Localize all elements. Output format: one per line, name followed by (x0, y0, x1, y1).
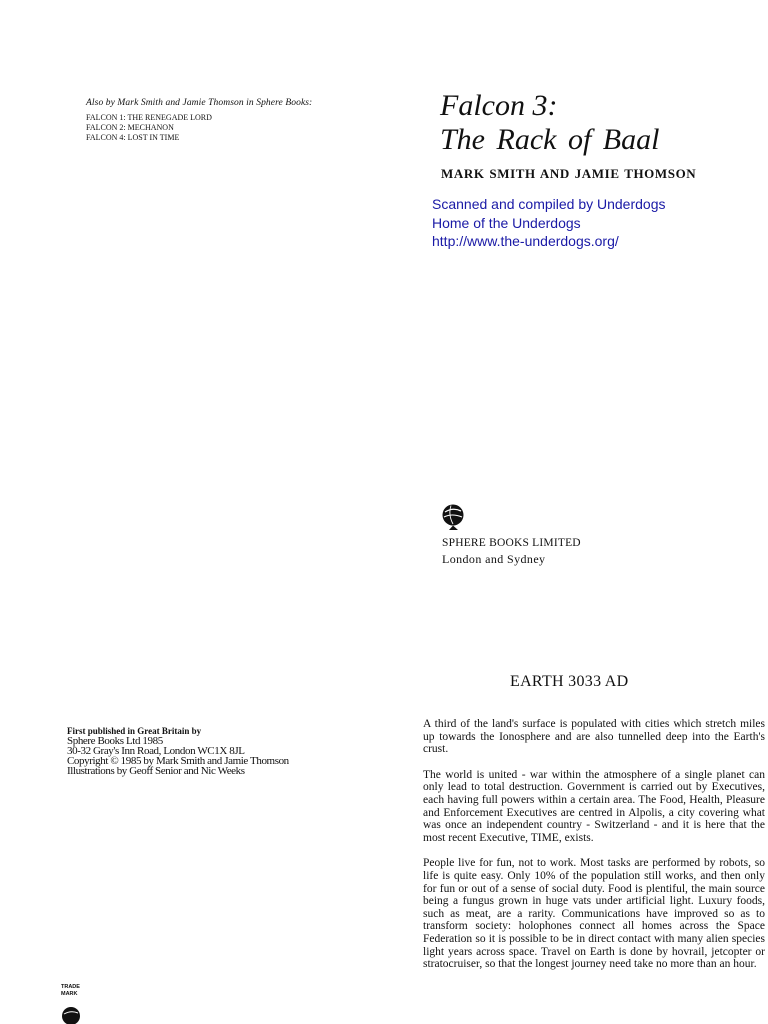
globe-icon (441, 503, 467, 531)
trade-mark-label (61, 984, 80, 998)
paragraph: A third of the land's surface is populated with cities which stretch miles up towards the Ionosphere and are also tunnelled deep into the Earth's crust. (423, 718, 765, 756)
body-text (423, 718, 765, 984)
also-by-heading: Also by Mark Smith and Jamie Thomson in Sphere Books: (86, 98, 313, 108)
publisher-name: SPHERE BOOKS LIMITED (442, 537, 581, 549)
also-by-list (86, 113, 346, 143)
list-item: FALCON 1: THE RENEGADE LORD (86, 113, 212, 122)
trade-mark-line: MARK (61, 991, 78, 997)
paragraph: People live for fun, not to work. Most tasks are performed by robots, so life is quite easy. Only 10% of the population still works, and then only for fun or out of a sense of social duty. Food is plentiful, the main source being a fungus grown in huge vats under artificial light. Luxury foods, such as meat, are a rarity. Communications have improved so as to transform society: holophones connect all homes across the Space Federation so it is possible to be in direct contact with many alien species light years across space. Travel on Earth is done by hovrail, jetcopter or stratocruiser, so that the longest journey need take no more than an hour. (423, 857, 765, 971)
book-title: The Rack of Baal (440, 123, 660, 156)
scan-credit-line: Scanned and compiled by Underdogs (432, 196, 666, 212)
scan-credit-line: Home of the Underdogs (432, 214, 581, 231)
paragraph: The world is united - war within the atmosphere of a single planet can only lead to total destruction. Government is carried out by Executives, each having full powers within a certain area. The Food, Health, Pleasure and Enforcement Executives are centred in Alpolis, a city covering what was once an independent country - Switzerland - and it is here that the most recent Executive, TIME, exists. (423, 768, 765, 844)
copyright-line: Copyright © 1985 by Mark Smith and Jamie Thomson (67, 755, 289, 767)
first-published-line: First published in Great Britain by (67, 726, 202, 736)
underdogs-link[interactable]: http://www.the-underdogs.org/ (432, 233, 619, 249)
imprint-line: Illustrations by Geoff Senior and Nic Weeks (67, 765, 245, 777)
list-item: FALCON 4: LOST IN TIME (86, 133, 180, 142)
trade-mark-line: TRADE (61, 984, 80, 990)
imprint-line: Sphere Books Ltd 1985 (67, 735, 163, 747)
imprint-line: 30-32 Gray's Inn Road, London WC1X 8JL (67, 745, 245, 757)
authors: MARK SMITH AND JAMIE THOMSON (441, 166, 697, 181)
publisher-cities: London and Sydney (442, 552, 546, 566)
scan-credit (432, 195, 666, 251)
imprint-block (67, 726, 327, 776)
list-item: FALCON 2: MECHANON (86, 123, 174, 132)
section-heading: EARTH 3033 AD (510, 673, 629, 690)
book-title-series: Falcon 3: (440, 89, 558, 122)
globe-icon (61, 1004, 81, 1024)
